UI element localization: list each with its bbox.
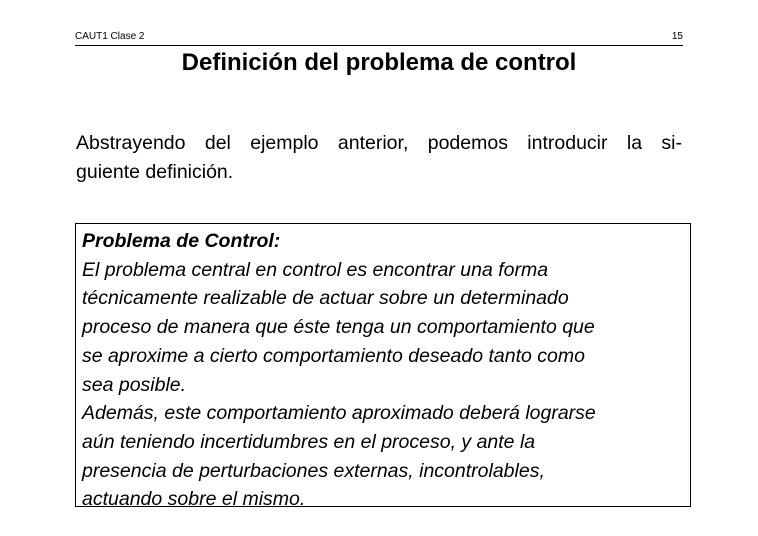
- definition-line: proceso de manera que éste tenga un comportamiento que: [82, 316, 595, 339]
- slide-title: Definición del problema de control: [181, 49, 577, 76]
- intro-line-1: Abstrayendo del ejemplo anterior, podemos introducir la si-: [76, 132, 682, 154]
- course-label: CAUT1 Clase 2: [75, 31, 145, 42]
- definition-line: técnicamente realizable de actuar sobre un determinado: [82, 287, 569, 310]
- definition-line: presencia de perturbaciones externas, incontrolables,: [82, 459, 545, 482]
- definition-line: El problema central en control es encontrar una forma: [82, 258, 549, 281]
- definition-heading: Problema de Control:: [82, 230, 281, 252]
- page-number: 15: [671, 31, 683, 42]
- intro-paragraph: [76, 129, 682, 187]
- definition-box: [75, 223, 691, 511]
- definition-line: actuando sobre el mismo.: [82, 488, 306, 511]
- definition-line: Además, este comportamiento aproximado deberá lograrse: [82, 402, 596, 425]
- definition-line: aún teniendo incertidumbres en el proceso, y ante la: [82, 430, 536, 453]
- intro-line-2: guiente definición.: [76, 161, 234, 183]
- definition-line: sea posible.: [82, 373, 187, 396]
- definition-line: se aproxime a cierto comportamiento deseado tanto como: [82, 344, 585, 367]
- slide-header: [75, 27, 683, 46]
